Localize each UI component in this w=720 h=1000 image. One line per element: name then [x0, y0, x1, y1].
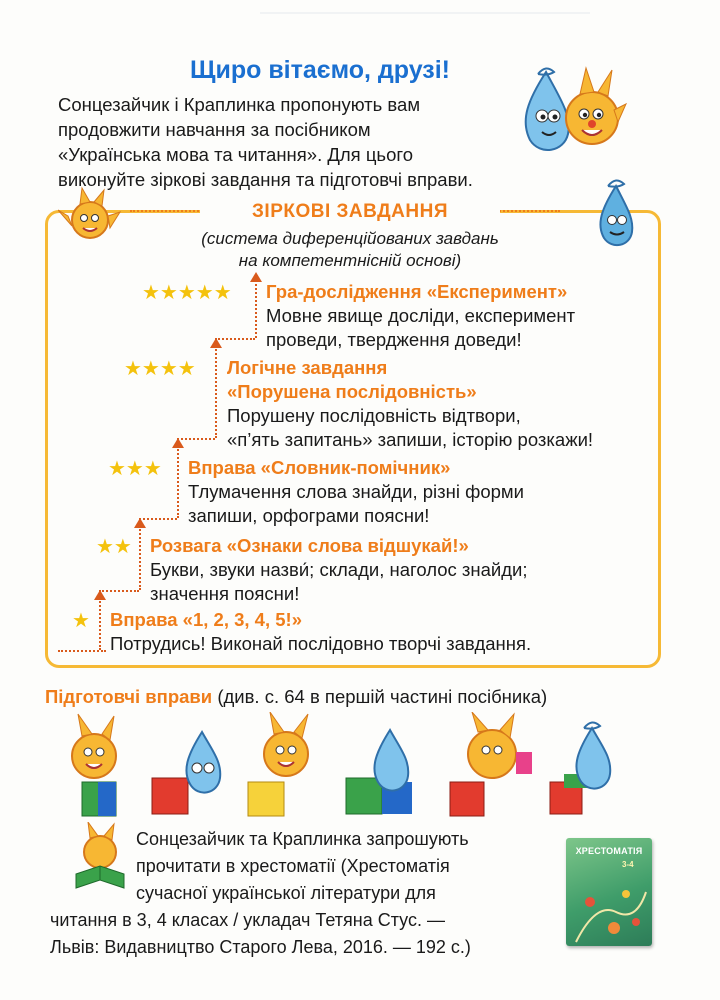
tier-4-block	[227, 356, 647, 452]
stair-connector	[58, 650, 106, 652]
sun-with-green-box	[72, 714, 116, 816]
drop-and-sun-characters	[508, 60, 628, 160]
tier-heading: Вправа «1, 2, 3, 4, 5!»	[110, 609, 302, 630]
tier-text-line: значення поясни!	[150, 583, 300, 604]
reading-line: прочитати в хрестоматії (Хрестоматія	[136, 856, 450, 876]
stair-connector	[177, 438, 215, 440]
prep-note: (див. с. 64 в першій частині посібника)	[217, 686, 548, 707]
faint-header-decoration	[260, 12, 590, 54]
stair-connector	[139, 526, 141, 590]
intro-line: продовжити навчання за посібником	[58, 119, 371, 140]
tier-heading: Розвага «Ознаки слова відшукай!»	[150, 535, 469, 556]
tier-text-line: «п’ять запитань» запиши, історію розкажи!	[227, 429, 594, 450]
star-rating-1: ★	[72, 610, 90, 632]
droplet-with-red-box-2	[550, 722, 610, 814]
book-illustration	[566, 872, 652, 946]
tier-heading: Логічне завдання	[227, 357, 388, 378]
stair-connector	[177, 446, 179, 518]
prep-heading: Підготовчі вправи	[45, 686, 213, 707]
reading-line: читання в 3, 4 класах / укладач Тетяна Стус. —	[50, 910, 445, 930]
sun-with-yellow-box	[248, 712, 308, 816]
reading-invitation	[136, 826, 566, 907]
star-rating-2: ★★	[96, 536, 132, 558]
stair-connector	[99, 598, 101, 650]
tier-3-block	[188, 456, 638, 528]
tier-text-line: проведи, твердження доведи!	[266, 329, 522, 350]
star-rating-5: ★★★★★	[142, 282, 232, 304]
page-title: Щиро вітаємо, друзі!	[189, 56, 450, 84]
tier-5-block	[266, 280, 646, 352]
tier-heading: Гра-дослідження «Експеримент»	[266, 281, 568, 302]
droplet-with-green-box	[346, 730, 412, 814]
dotted-divider	[130, 210, 210, 212]
stair-arrow	[250, 272, 262, 282]
anthology-book-cover	[566, 838, 652, 946]
droplet-with-red-box	[152, 732, 220, 814]
sun-reading-book	[66, 822, 138, 894]
tier-text-line: запиши, орфограми поясни!	[188, 505, 430, 526]
reading-line: сучасної української літератури для	[136, 883, 436, 903]
star-rating-4: ★★★★	[124, 358, 196, 380]
droplet-character-small	[588, 176, 644, 252]
reading-citation	[50, 907, 570, 961]
tier-heading: Вправа «Словник-помічник»	[188, 457, 451, 478]
stair-connector	[255, 280, 257, 338]
tier-text-line: Мовне явище досліди, експеримент	[266, 305, 576, 326]
tier-text-line: Порушену послідовність відтвори,	[227, 405, 521, 426]
subtitle-line: на компетентнісній основі)	[238, 251, 462, 270]
characters-row	[52, 712, 672, 820]
reading-line: Львів: Видавництво Старого Лева, 2016. — 192 с.)	[50, 937, 471, 957]
intro-line: «Українська мова та читання». Для цього	[58, 144, 413, 165]
sun-with-pink-book	[450, 712, 532, 816]
tasks-subtitle	[190, 228, 510, 272]
tier-2-block	[150, 534, 650, 606]
star-tasks-title: ЗІРКОВІ ЗАВДАННЯ	[200, 201, 500, 223]
prep-exercises-line	[45, 686, 547, 708]
sun-character-small	[58, 186, 122, 250]
tier-text-line: Тлумачення слова знайди, різні форми	[188, 481, 524, 502]
tier-1-block	[110, 608, 650, 656]
tier-text-line: Букви, звуки назви́; склади, наголос знайди;	[150, 559, 528, 580]
intro-line: виконуйте зіркові завдання та підготовчі вправи.	[58, 169, 473, 190]
book-title: ХРЕСТОМАТІЯ	[575, 846, 643, 856]
sun-character	[566, 68, 626, 144]
reading-line: Сонцезайчик та Краплинка запрошують	[136, 829, 469, 849]
stair-connector	[215, 346, 217, 438]
subtitle-line: (система диференційованих завдань	[201, 229, 499, 248]
tier-text-line: Потрудись! Виконай послідовно творчі завдання.	[110, 633, 532, 654]
intro-paragraph	[58, 92, 548, 192]
stair-connector	[99, 590, 139, 592]
stair-connector	[139, 518, 177, 520]
intro-line: Сонцезайчик і Краплинка пропонують вам	[58, 94, 421, 115]
droplet-character	[526, 68, 569, 150]
star-rating-3: ★★★	[108, 458, 162, 480]
tier-heading-line2: «Порушена послідовність»	[227, 381, 477, 402]
book-grade: 3-4	[622, 860, 634, 869]
stair-connector	[215, 338, 255, 340]
